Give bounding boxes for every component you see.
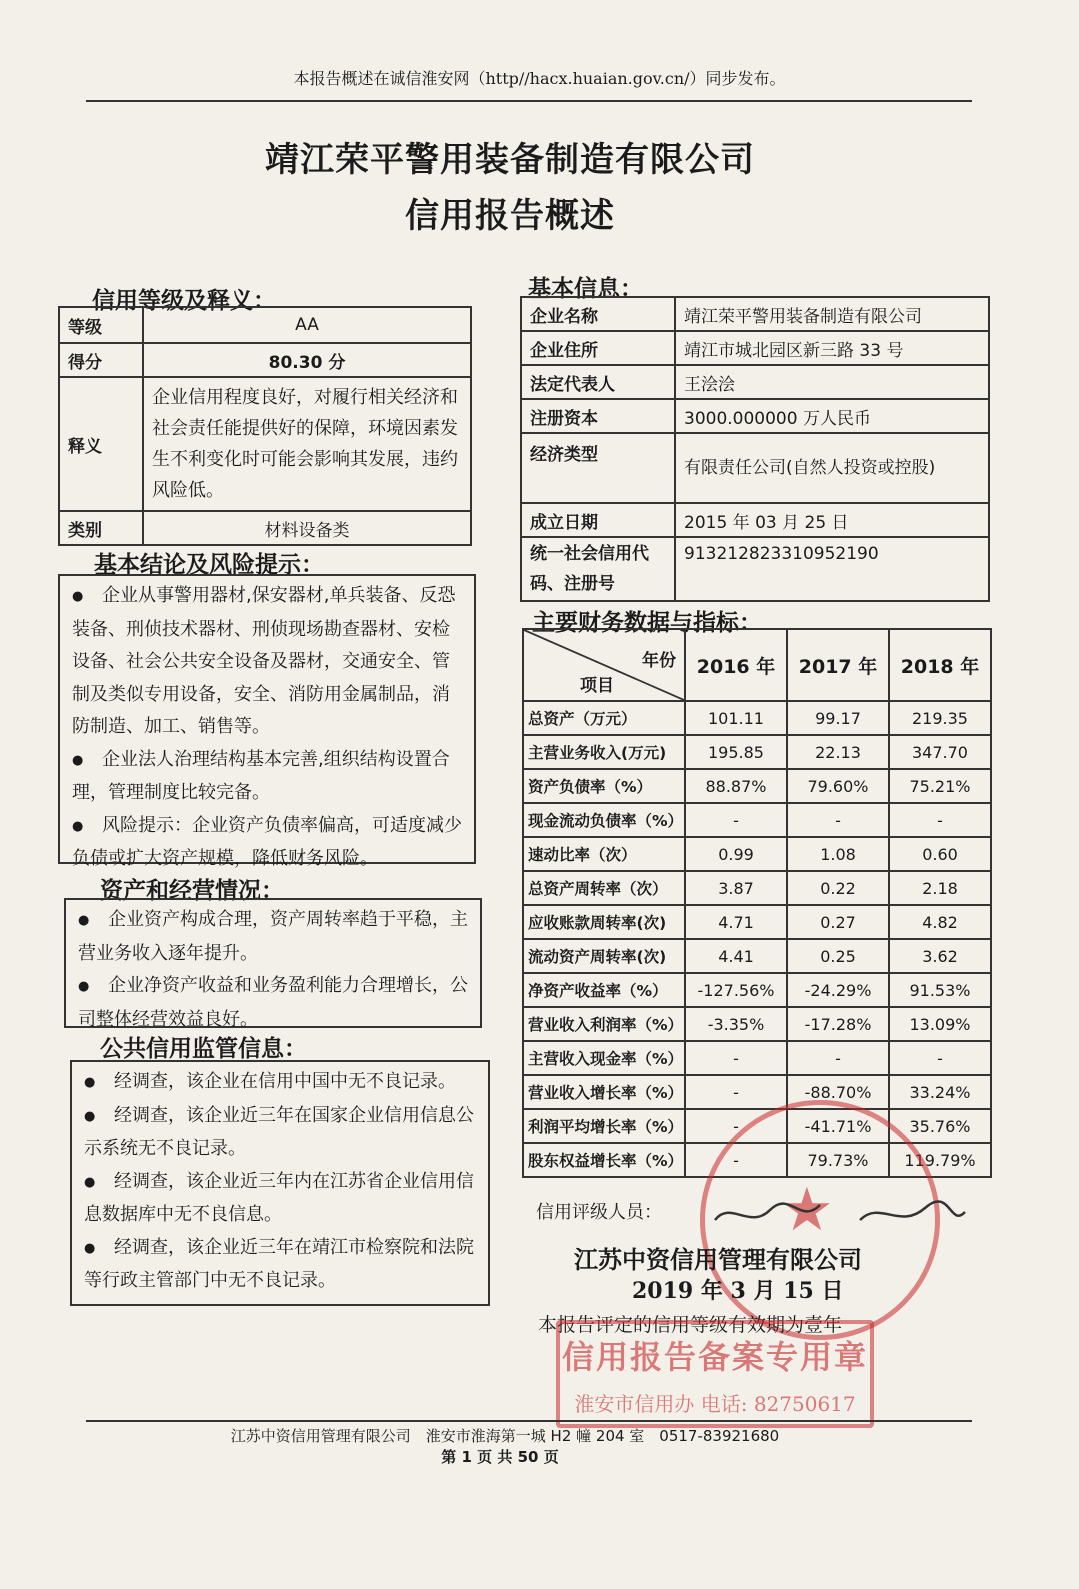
score-value: 80.30 分 xyxy=(143,343,471,377)
grade-value: AA xyxy=(143,307,471,343)
finance-value: - xyxy=(889,1041,991,1075)
basic-value: 3000.000000 万人民币 xyxy=(675,399,989,433)
basic-label: 统一社会信用代码、注册号 xyxy=(521,537,675,601)
header-notice: 本报告概述在诚信淮安网（http//hacx.huaian.gov.cn/）同步发布。 xyxy=(293,69,786,88)
basic-label: 经济类型 xyxy=(521,433,675,503)
finance-value: 0.22 xyxy=(787,871,889,905)
finance-value: -41.71% xyxy=(787,1109,889,1143)
assets-item: ● 企业净资产收益和业务盈利能力合理增长，公司整体经营效益良好。 xyxy=(78,970,468,1036)
finance-value: 13.09% xyxy=(889,1007,991,1041)
finance-item-label: 净资产收益率（%） xyxy=(523,973,685,1007)
finance-value: 4.71 xyxy=(685,905,787,939)
finance-value: 22.13 xyxy=(787,735,889,769)
finance-value: - xyxy=(685,1109,787,1143)
finance-row xyxy=(523,1007,991,1041)
finance-value: 0.27 xyxy=(787,905,889,939)
basic-label: 企业住所 xyxy=(521,331,675,365)
finance-item-label: 主营业务收入(万元) xyxy=(523,735,685,769)
finance-value: 219.35 xyxy=(889,701,991,735)
basic-section-title: 基本信息： xyxy=(528,276,643,302)
footer-address: 江苏中资信用管理有限公司 淮安市淮海第一城 H2 幢 204 室 0517-83921680 xyxy=(230,1427,780,1445)
finance-item-label: 总资产周转率（次） xyxy=(523,871,685,905)
page-subtitle: 信用报告概述 xyxy=(405,196,615,236)
finance-value: - xyxy=(889,803,991,837)
credit-table xyxy=(58,306,472,546)
public-item: ● 经调查，该企业近三年在靖江市检察院和法院等行政主管部门中无不良记录。 xyxy=(84,1232,476,1298)
finance-value: -127.56% xyxy=(685,973,787,1007)
basic-label: 成立日期 xyxy=(521,503,675,537)
finance-value: 0.99 xyxy=(685,837,787,871)
public-item: ● 经调查，该企业近三年内在江苏省企业信用信息数据库中无不良信息。 xyxy=(84,1166,476,1232)
conclusion-item: ● 企业从事警用器材,保安器材,单兵装备、反恐装备、刑侦技术器材、刑侦现场勘查器材、安检设备、社会公共安全设备及器材，交通安全、管制及类似专用设备，安全、消防用金属制品，消防制造、加工、销售等。 xyxy=(72,580,462,744)
finance-value: 79.73% xyxy=(787,1143,889,1177)
basic-value: 有限责任公司(自然人投资或控股) xyxy=(675,433,989,503)
bullet-icon: ● xyxy=(72,752,84,768)
year-header: 2017 年 xyxy=(787,629,889,701)
finance-item-label: 现金流动负债率（%） xyxy=(523,803,685,837)
finance-value: -24.29% xyxy=(787,973,889,1007)
finance-item-label: 应收账款周转率(次) xyxy=(523,905,685,939)
basic-value: 王浍浍 xyxy=(675,365,989,399)
finance-row xyxy=(523,735,991,769)
finance-value: - xyxy=(787,1041,889,1075)
public-item: ● 经调查，该企业在信用中国中无不良记录。 xyxy=(84,1066,476,1100)
finance-item-label: 主营收入现金率（%） xyxy=(523,1041,685,1075)
finance-corner-cell xyxy=(523,629,685,701)
finance-value: 75.21% xyxy=(889,769,991,803)
bullet-icon: ● xyxy=(84,1174,96,1190)
filing-stamp-sub: 淮安市信用办 电话: 82750617 xyxy=(574,1392,856,1416)
finance-value: - xyxy=(685,1041,787,1075)
finance-value: 99.17 xyxy=(787,701,889,735)
category-value: 材料设备类 xyxy=(143,511,471,545)
rater-label: 信用评级人员： xyxy=(536,1202,662,1223)
finance-row xyxy=(523,1041,991,1075)
finance-item-label: 营业收入增长率（%） xyxy=(523,1075,685,1109)
finance-item-label: 股东权益增长率（%） xyxy=(523,1143,685,1177)
finance-value: 79.60% xyxy=(787,769,889,803)
bullet-icon: ● xyxy=(84,1108,96,1124)
finance-value: 35.76% xyxy=(889,1109,991,1143)
basic-info-table xyxy=(520,296,990,602)
footer-rule xyxy=(86,1420,972,1422)
corner-year-label: 年份 xyxy=(642,651,676,671)
page-title: 靖江荣平警用装备制造有限公司 xyxy=(265,140,755,180)
conclusion-item: ● 风险提示：企业资产负债率偏高，可适度减少负债或扩大资产规模，降低财务风险。 xyxy=(72,810,462,876)
finance-row xyxy=(523,837,991,871)
conclusion-item: ● 企业法人治理结构基本完善,组织结构设置合理，管理制度比较完备。 xyxy=(72,744,462,810)
finance-row xyxy=(523,973,991,1007)
finance-value: 33.24% xyxy=(889,1075,991,1109)
finance-value: 101.11 xyxy=(685,701,787,735)
finance-value: 1.08 xyxy=(787,837,889,871)
score-label: 得分 xyxy=(59,343,143,377)
validity-note: 本报告评定的信用等级有效期为壹年 xyxy=(538,1314,843,1336)
bullet-icon: ● xyxy=(72,589,84,604)
finance-value: 3.87 xyxy=(685,871,787,905)
footer-page: 第 1 页 共 50 页 xyxy=(441,1448,559,1466)
basic-label: 注册资本 xyxy=(521,399,675,433)
finance-value: 88.87% xyxy=(685,769,787,803)
conclusion-box xyxy=(58,574,476,869)
header-rule xyxy=(86,100,972,102)
finance-value: 4.41 xyxy=(685,939,787,973)
finance-value: 3.62 xyxy=(889,939,991,973)
finance-row xyxy=(523,1075,991,1109)
year-header: 2016 年 xyxy=(685,629,787,701)
finance-value: -17.28% xyxy=(787,1007,889,1041)
finance-row xyxy=(523,769,991,803)
bullet-icon: ● xyxy=(84,1075,96,1090)
finance-value: 119.79% xyxy=(889,1143,991,1177)
finance-row xyxy=(523,939,991,973)
assets-section-title: 资产和经营情况： xyxy=(100,878,284,904)
bullet-icon: ● xyxy=(78,979,90,994)
basic-value: 2015 年 03 月 25 日 xyxy=(675,503,989,537)
basic-label: 企业名称 xyxy=(521,297,675,331)
finance-value: -3.35% xyxy=(685,1007,787,1041)
seal-star-icon: ★ xyxy=(780,1175,834,1245)
finance-value: -88.70% xyxy=(787,1075,889,1109)
meaning-label: 释义 xyxy=(59,377,143,511)
filing-stamp xyxy=(556,1320,874,1428)
finance-item-label: 速动比率（次） xyxy=(523,837,685,871)
finance-item-label: 资产负债率（%） xyxy=(523,769,685,803)
assets-box xyxy=(64,898,482,1028)
assets-item: ● 企业资产构成合理，资产周转率趋于平稳，主营业务收入逐年提升。 xyxy=(78,904,468,970)
finance-value: - xyxy=(685,1143,787,1177)
corner-item-label: 项目 xyxy=(580,676,614,696)
finance-row xyxy=(523,871,991,905)
public-item: ● 经调查，该企业近三年在国家企业信用信息公示系统无不良记录。 xyxy=(84,1100,476,1166)
meaning-value: 企业信用程度良好，对履行相关经济和社会责任能提供好的保障，环境因素发生不利变化时可能会影响其发展，违约风险低。 xyxy=(143,377,471,511)
finance-value: 347.70 xyxy=(889,735,991,769)
finance-value: - xyxy=(787,803,889,837)
basic-value: 靖江市城北园区新三路 33 号 xyxy=(675,331,989,365)
filing-stamp-title: 信用报告备案专用章 xyxy=(561,1338,868,1376)
grade-label: 等级 xyxy=(59,307,143,343)
finance-row xyxy=(523,701,991,735)
finance-value: 2.18 xyxy=(889,871,991,905)
bullet-icon: ● xyxy=(84,1240,96,1256)
public-section-title: 公共信用监管信息： xyxy=(100,1036,307,1062)
finance-value: 4.82 xyxy=(889,905,991,939)
finance-row xyxy=(523,803,991,837)
finance-value: 91.53% xyxy=(889,973,991,1007)
finance-item-label: 总资产（万元） xyxy=(523,701,685,735)
finance-table xyxy=(522,628,992,1178)
conclusion-section-title: 基本结论及风险提示： xyxy=(94,552,324,578)
signature-strokes xyxy=(710,1190,970,1240)
finance-value: - xyxy=(685,1075,787,1109)
bullet-icon: ● xyxy=(72,818,84,834)
finance-item-label: 流动资产周转率(次) xyxy=(523,939,685,973)
finance-item-label: 营业收入利润率（%） xyxy=(523,1007,685,1041)
finance-value: 0.25 xyxy=(787,939,889,973)
finance-row xyxy=(523,905,991,939)
issue-date: 2019 年 3 月 15 日 xyxy=(632,1278,844,1304)
basic-label: 法定代表人 xyxy=(521,365,675,399)
finance-value: 0.60 xyxy=(889,837,991,871)
public-box xyxy=(70,1060,490,1306)
bullet-icon: ● xyxy=(78,913,90,928)
finance-value: - xyxy=(685,803,787,837)
category-label: 类别 xyxy=(59,511,143,545)
finance-item-label: 利润平均增长率（%） xyxy=(523,1109,685,1143)
finance-section-title: 主要财务数据与指标： xyxy=(532,610,762,636)
basic-value: 靖江荣平警用装备制造有限公司 xyxy=(675,297,989,331)
credit-section-title: 信用等级及释义： xyxy=(92,288,276,314)
basic-value: 913212823310952190 xyxy=(675,537,989,601)
finance-value: 195.85 xyxy=(685,735,787,769)
year-header: 2018 年 xyxy=(889,629,991,701)
issuer-company: 江苏中资信用管理有限公司 xyxy=(574,1245,862,1274)
